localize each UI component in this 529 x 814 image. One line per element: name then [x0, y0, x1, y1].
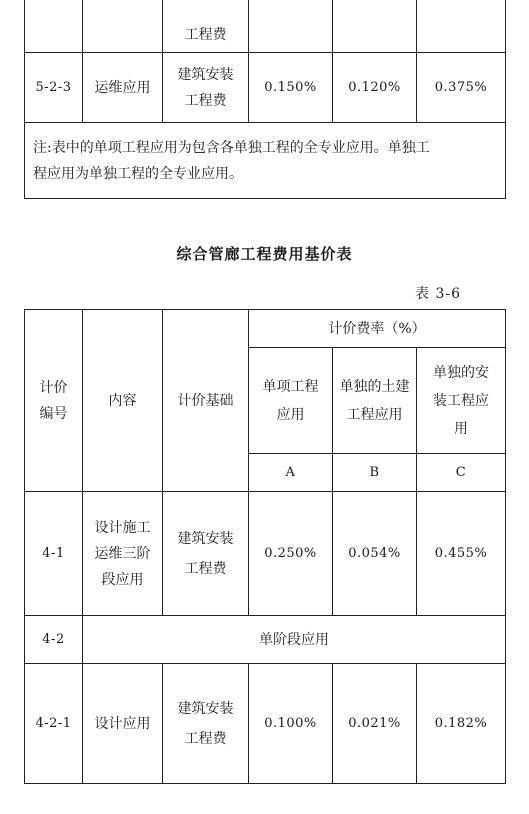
content-line: 段应用	[101, 571, 144, 588]
header-line: 单独的安	[433, 364, 489, 381]
code-cell: 4-1	[25, 492, 83, 616]
header-rate-c	[417, 348, 506, 454]
header-letter-b: B	[333, 454, 417, 492]
header-rate-b	[333, 348, 417, 454]
pipe-gallery-rate-table	[24, 309, 506, 784]
basis-cell	[163, 664, 249, 784]
rate-b-cell	[333, 0, 417, 53]
rate-a-cell: 0.150%	[249, 53, 333, 123]
header-line: 工程应用	[346, 406, 403, 423]
header-basis: 计价基础	[163, 310, 249, 492]
rate-c-cell: 0.375%	[417, 53, 506, 123]
content-cell	[83, 492, 163, 616]
code-cell: 5-2-3	[25, 53, 83, 123]
header-line: 装工程应	[433, 392, 489, 409]
header-line: 单独的土建	[339, 378, 410, 395]
rate-c-cell	[417, 0, 506, 53]
basis-cell: 工程费	[163, 0, 249, 53]
basis-line: 建筑安装	[177, 530, 234, 547]
code-cell: 4-2	[25, 616, 83, 664]
code-cell	[25, 0, 83, 53]
table-row	[25, 616, 506, 664]
content-cell	[83, 0, 163, 53]
rate-c-cell: 0.182%	[417, 664, 506, 784]
basis-line: 工程费	[184, 730, 227, 747]
header-line: 用	[454, 420, 468, 437]
table-row	[25, 664, 506, 784]
rate-a-cell: 0.250%	[249, 492, 333, 616]
note-row	[25, 123, 506, 199]
table-row	[25, 0, 506, 53]
table-row	[25, 53, 506, 123]
rate-b-cell: 0.054%	[333, 492, 417, 616]
header-rate-a	[249, 348, 333, 454]
header-line: 编号	[39, 405, 68, 422]
merged-cell: 单阶段应用	[83, 616, 506, 664]
basis-line: 建筑安装	[177, 700, 234, 717]
basis-line: 工程费	[184, 560, 227, 577]
basis-cell	[163, 492, 249, 616]
header-line: 单项工程	[262, 378, 319, 395]
header-code	[25, 310, 83, 492]
basis-cell	[163, 53, 249, 123]
rate-c-cell: 0.455%	[417, 492, 506, 616]
note-line: 程应用为单独工程的全专业应用。	[33, 165, 243, 182]
content-cell: 设计应用	[83, 664, 163, 784]
header-letter-a: A	[249, 454, 333, 492]
rate-a-cell: 0.100%	[249, 664, 333, 784]
header-row	[25, 310, 506, 348]
content-line: 设计施工	[94, 519, 151, 536]
code-cell: 4-2-1	[25, 664, 83, 784]
basis-line: 工程费	[184, 92, 227, 109]
header-content: 内容	[83, 310, 163, 492]
table-number: 表 3-6	[415, 286, 461, 302]
basis-line: 建筑安装	[177, 66, 234, 83]
rate-a-cell	[249, 0, 333, 53]
header-rate-group: 计价费率（%）	[249, 310, 506, 348]
rate-table-continued	[24, 0, 506, 199]
content-line: 运维三阶	[94, 545, 151, 562]
table-title: 综合管廊工程费用基价表	[176, 245, 353, 263]
rate-b-cell: 0.120%	[333, 53, 417, 123]
header-letter-c: C	[417, 454, 506, 492]
table-row	[25, 492, 506, 616]
header-line: 应用	[276, 406, 305, 423]
note-line: 注:表中的单项工程应用为包含各单独工程的全专业应用。单独工	[33, 139, 430, 156]
header-line: 计价	[39, 379, 68, 396]
table-note	[25, 123, 506, 199]
rate-b-cell: 0.021%	[333, 664, 417, 784]
content-cell: 运维应用	[83, 53, 163, 123]
